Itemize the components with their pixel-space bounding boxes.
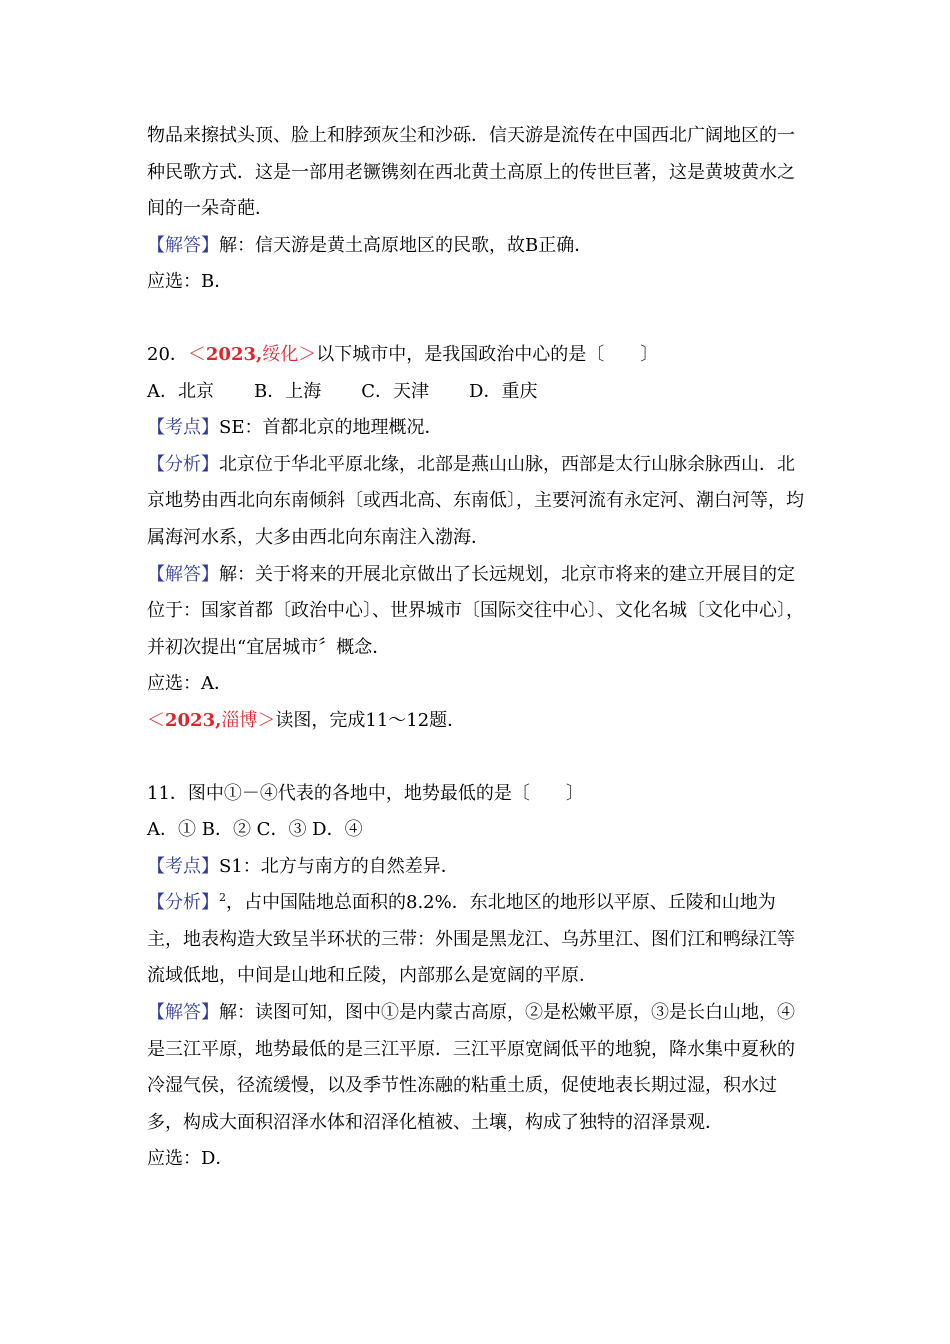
analysis-tag: 【分析】 — [147, 892, 219, 914]
answer-text: 解：读图可知，图中①是内蒙古高原，②是松嫩平原，③是长白山地，④是三江平原，地势最低的是三江平原．三江平原宽阔低平的地貌，降水集中夏秋的冷湿气侯，径流缓慢，以及季节性冻融的粘重土质，促使地表长期过湿，积水过多，构成大面积沼泽水体和沼泽化植被、土壤，构成了独特的沼泽景观． — [147, 1002, 795, 1133]
prev-answer — [147, 228, 807, 265]
q11-analysis — [147, 885, 807, 995]
answer-tag: 【解答】 — [147, 563, 219, 585]
q20-source-year: 2023, — [205, 343, 263, 365]
group-text: 读图，完成11～12题． — [275, 709, 466, 731]
q11-choose: 应选：D． — [147, 1148, 234, 1170]
answer-text: 解：信天游是黄土高原地区的民歌，故B正确． — [219, 234, 593, 256]
q20-stem: 以下城市中，是我国政治中心的是〔 〕 — [316, 343, 659, 365]
point-tag: 【考点】 — [147, 855, 219, 877]
prev-analysis-tail: 物品来擦拭头顶、脸上和脖颈灰尘和沙砾．信天游是流传在中国西北广阔地区的一种民歌方式．这是一部用老镢镌刻在西北黄土高原上的传世巨著，这是黄坡黄水之间的一朵奇葩． — [147, 125, 795, 220]
q20-analysis — [147, 447, 807, 557]
q20-number: 20． — [147, 343, 188, 365]
q20-source-close: ＞ — [298, 343, 317, 365]
q20-point — [147, 410, 807, 447]
answer-tag: 【解答】 — [147, 1002, 219, 1024]
q20-option-b: B．上海 — [254, 380, 322, 402]
group-source-open: ＜ — [147, 709, 165, 731]
point-tag: 【考点】 — [147, 417, 219, 439]
answer-tag: 【解答】 — [147, 234, 219, 256]
group-header — [147, 703, 807, 740]
group-source-city: 淄博 — [221, 709, 258, 731]
analysis-superscript: 2 — [219, 891, 226, 905]
q11-number: 11． — [147, 782, 188, 804]
analysis-text: ，占中国陆地总面积的8.2%．东北地区的地形以平原、丘陵和山地为主，地表构造大致呈半环状的三带：外围是黑龙江、乌苏里江、图们江和鸭绿江等流域低地，中间是山地和丘陵，内部那么是宽阔的平原． — [147, 892, 795, 987]
q11-answer — [147, 995, 807, 1141]
q20-choose: 应选：A． — [147, 673, 232, 695]
q20-source-city: 绥化 — [262, 343, 299, 365]
q20-answer — [147, 557, 807, 667]
spacer — [147, 301, 807, 337]
q11-point — [147, 849, 807, 886]
q20-source-open: ＜ — [187, 343, 206, 365]
q11-options: A．① B．② C．③ D．④ — [147, 819, 363, 841]
q20-option-a: A．北京 — [147, 380, 214, 402]
q20-option-c: C．天津 — [361, 380, 430, 402]
point-text: SE：首都北京的地理概况． — [219, 417, 443, 439]
spacer — [147, 740, 807, 776]
q20-option-d: D．重庆 — [469, 380, 538, 402]
prev-choose: 应选：B． — [147, 271, 233, 293]
point-text: S1：北方与南方的自然差异． — [219, 855, 459, 877]
q20-stem-line — [147, 337, 807, 374]
group-source-year: 2023, — [165, 709, 222, 731]
group-source-close: ＞ — [257, 709, 276, 731]
analysis-tag: 【分析】 — [147, 453, 219, 475]
document-content — [147, 118, 807, 1178]
answer-text: 解：关于将来的开展北京做出了长远规划，北京市将来的建立开展目的定位于：国家首都〔政治中心〕、世界城市〔国际交往中心〕、文化名城〔文化中心〕，并初次提出“宜居城市〞概念． — [147, 563, 804, 658]
q11-stem: 图中①－④代表的各地中，地势最低的是〔 〕 — [187, 782, 584, 804]
q20-options — [147, 374, 807, 411]
q11-stem-line — [147, 776, 807, 813]
analysis-text: 北京位于华北平原北缘，北部是燕山山脉，西部是太行山脉余脉西山．北京地势由西北向东南倾斜〔或西北高、东南低〕，主要河流有永定河、潮白河等，均属海河水系，大多由西北向东南注入渤海． — [147, 453, 804, 548]
